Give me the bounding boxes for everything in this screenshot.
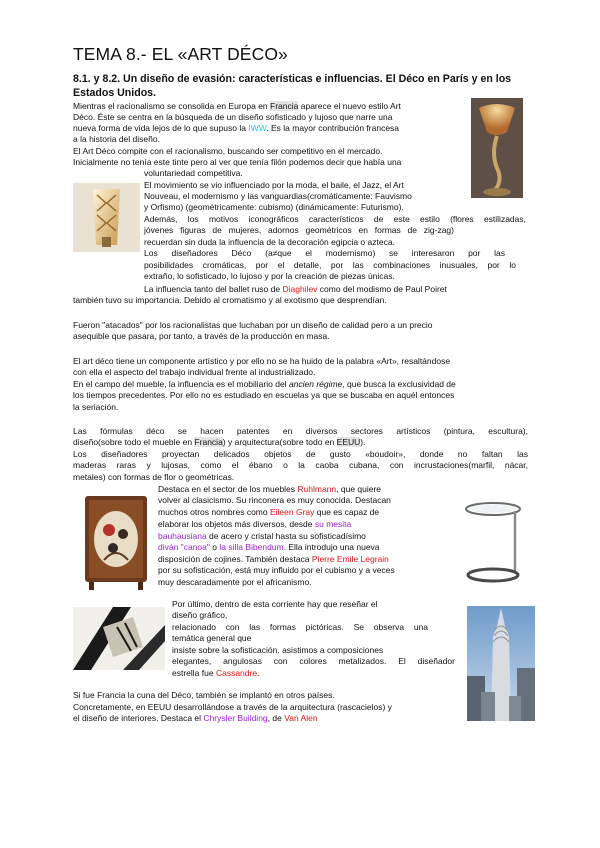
para5-line1: Las fórmulas déco se hacen patentes en diversos sectores artísticos (pintura, escultura), <box>73 426 528 436</box>
para2-line8: jóvenes figuras de mujeres, adornos geométricos en formas de zig-zag) <box>144 225 454 235</box>
cassandre-link[interactable]: Cassandre <box>215 668 258 678</box>
para7-line6: elegantes, angulosas con colores metalizados. El diseñador <box>172 656 455 666</box>
para6-line6: diván "canoa" o la silla Bibendum. Ella introdujo una nueva <box>158 542 380 552</box>
bauhausiana-link[interactable]: bauhausiana <box>158 531 207 541</box>
para6-line2: volver al clasicismo. Su rinconera es muy conocida. Destacan <box>158 495 391 505</box>
legrain-link[interactable]: Pierre Emile Legrain <box>311 554 389 564</box>
para6-line3: muchos otros nombres como Eileen Gray que es capaz de <box>158 507 380 517</box>
silla-bibendum-link[interactable]: la silla Bibendum <box>219 542 284 552</box>
para5-line3: Los diseñadores proyectan delicados objetos de gusto «boudoir», donde no faltan las <box>73 449 528 459</box>
para4-line2: con ella el aspecto del trabajo individual frente al industrializado. <box>73 367 316 377</box>
para7-line5: insiste sobre la sofisticación. asistimos a composiciones <box>172 645 384 655</box>
para5-line4: maderas raras y lujosas, como el ébano o la caoba cubana, con incrustaciones(marfil, nácar, <box>73 460 528 470</box>
para2-line4: El movimiento se vio influenciado por la moda, el baile, el Jazz, el Art <box>144 180 404 190</box>
ruhlmann-link[interactable]: Ruhlmann <box>297 484 337 494</box>
para6-line4: elaborar los objetos más diversos, desde su mesita <box>158 519 352 529</box>
para6-line9: muy descaradamente por el africanismo. <box>158 577 312 587</box>
ruhlmann-cabinet-photo <box>79 492 153 592</box>
diaghilev-link[interactable]: Diaghilev <box>282 284 318 294</box>
para4-line4: los tiempos precedentes. Por ello no es estudiado en escuelas ya que se buscaba en aquél entonces <box>73 390 455 400</box>
para6-line1: Destaca en el sector de los muebles Ruhlmann, que quiere <box>158 484 382 494</box>
section-subtitle: 8.1. y 8.2. Un diseño de evasión: características e influencias. El Déco en París y en los Estados Unidos. <box>73 73 512 99</box>
van-alen-link[interactable]: Van Alen <box>284 713 318 723</box>
para3-line2: asequible que pasara, por tanto, a través de la producción en masa. <box>73 331 330 341</box>
para6-line5: bauhausiana de acero y cristal hasta su sofisticadísimo <box>158 531 366 541</box>
wall-sconce-photo <box>73 183 140 252</box>
para2-line6: y Orfismo) (geométricamente: cubismo) (dinámicamente: Futurismo). <box>144 202 404 212</box>
para5-line5: metales) con formas de flor o geométricas. <box>73 472 235 482</box>
para2-line10: Los diseñadores Déco (a≠que el modernismo) se interesaron por las <box>144 248 505 258</box>
para8-line1: Si fue Francia la cuna del Déco, también se implantó en otros países. <box>73 690 335 700</box>
para2-line9: recuerdan sin duda la influencia de la decoración egipcia o azteca. <box>144 237 395 247</box>
para2-line14: también tuvo su importancia. Debido al cromatismo y al exotismo que desprendían. <box>73 295 387 305</box>
ancien-regime-text: ancien régime <box>288 379 343 389</box>
para8-line3: el diseño de interiores. Destaca el Chrysler Building, de Van Alen <box>73 713 318 723</box>
para7-line1: Por último, dentro de esta corriente hay que reseñar el <box>172 599 378 609</box>
chrysler-building-photo <box>467 606 535 721</box>
para1-line2: Déco. Éste se centra en la búsqueda de un diseño sofisticado y lujoso que narre una <box>73 112 393 122</box>
para5-line2: diseño(sobre todo el mueble en Francia) y arquitectura(sobre todo en EEUU). <box>73 437 366 447</box>
para3-line1: Fueron "atacados" por los racionalistas que luchaban por un diseño de calidad pero a un precio <box>73 320 433 330</box>
eileen-gray-link[interactable]: Eileen Gray <box>269 507 315 517</box>
para1-line4: a la historia del diseño. <box>73 134 160 144</box>
eileen-gray-table-photo <box>462 489 524 587</box>
para2-line7: Además, los motivos iconográficos característicos de este estilo (flores estilizadas, <box>144 214 526 224</box>
para7-line4: temática general que <box>172 633 252 643</box>
divan-canoa-link[interactable]: diván "canoa" <box>158 542 210 552</box>
para2-line13: La influencia tanto del ballet ruso de Diaghilev como del modismo de Paul Poiret <box>144 284 447 294</box>
para6-line8: por su sofisticación, está muy influido por el cubismo y a veces <box>158 565 395 575</box>
para2-line5: Nouveau, el modernismo y las vanguardias(cromáticamente: Fauvismo <box>144 191 412 201</box>
para1-line3: nueva forma de vida lejos de lo que supuso la IWW. Es la mayor contribución francesa <box>73 123 400 133</box>
para2-line11: posibilidades cromáticas, por el detalle, por las combinaciones inusuales, por lo <box>144 260 516 270</box>
para2-line12: extraño, lo sofisticado, lo lujoso y por la creación de piezas únicas. <box>144 271 395 281</box>
para4-line1: El art déco tiene un componente artístico y por ello no se ha huido de la palabra «Art», resaltándose <box>73 356 451 366</box>
para7-line2: diseño gráfico, <box>172 610 228 620</box>
para4-line3: En el campo del mueble, la influencia es el mobiliario del ancien régime, que busca la exclusividad de <box>73 379 456 389</box>
para4-line5: la seriación. <box>73 402 119 412</box>
france-highlight: Francia <box>270 101 299 111</box>
cassandre-poster-photo <box>73 607 165 670</box>
page-title: TEMA 8.- EL «ART DÉCO» <box>73 44 288 64</box>
france-highlight-2: Francia <box>194 437 223 447</box>
iww-link[interactable]: IWW <box>248 123 267 133</box>
eeuu-highlight: EEUU <box>336 437 361 447</box>
lamp-photo <box>471 98 523 198</box>
para2-line1: El Art Déco compite con el racionalismo, buscando ser competitivo en el mercado. <box>73 146 383 156</box>
mesita-link[interactable]: su mesita <box>314 519 352 529</box>
para7-line3: relacionado con las formas pictóricas. Se observa una <box>172 622 428 632</box>
para8-line2: Concretamente, en EEUU desarrollándose a través de la arquitectura (rascacielos) y <box>73 702 392 712</box>
para7-line7: estrella fue Cassandre. <box>172 668 260 678</box>
para1-line1: Mientras el racionalismo se consolida en Europa en Francia aparece el nuevo estilo Art <box>73 101 401 111</box>
para6-line7: disposición de cojines. También destaca Pierre Emile Legrain <box>158 554 389 564</box>
para2-line3: voluntariedad competitiva. <box>144 168 243 178</box>
para2-line2: Inicialmente no tenía este tinte pero al ver que tenía filón podemos decir que había una <box>73 157 402 167</box>
chrysler-building-link[interactable]: Chrysler Building <box>203 713 268 723</box>
